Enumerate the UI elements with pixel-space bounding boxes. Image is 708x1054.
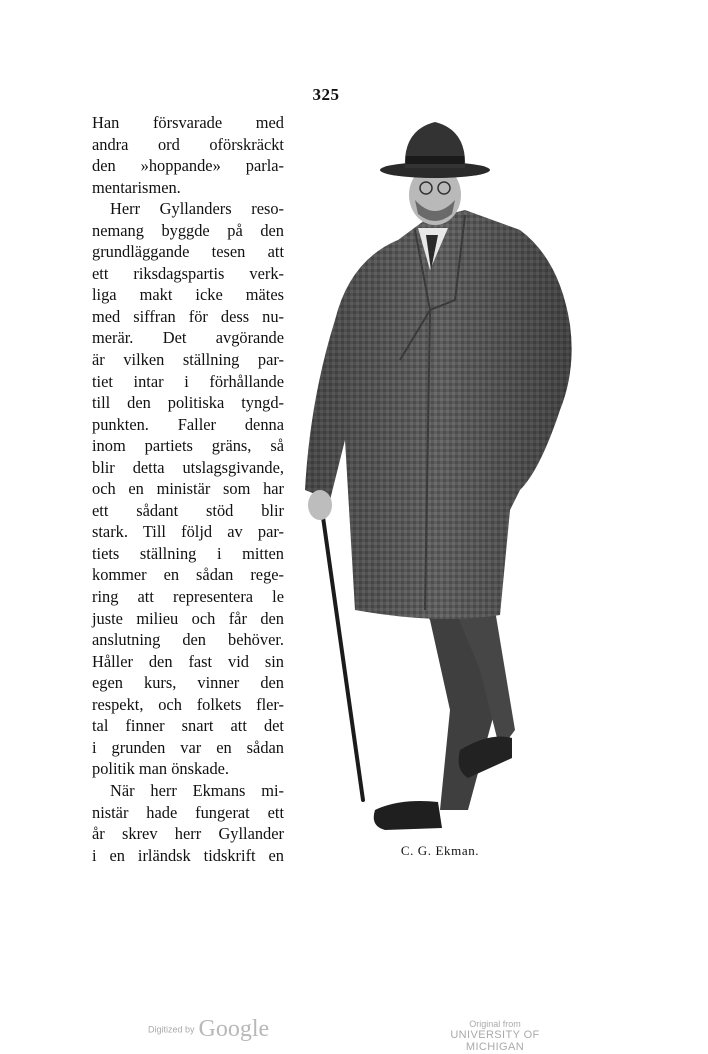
text-line: kommer en sådan rege- bbox=[92, 565, 284, 585]
digitized-by-google bbox=[148, 1016, 269, 1043]
text-line: år skrev herr Gyllander bbox=[92, 824, 284, 844]
text-line: liga makt icke mätes bbox=[92, 285, 284, 305]
university-label: UNIVERSITY OF MICHIGAN bbox=[450, 1029, 540, 1053]
text-line: stark. Till följd av par- bbox=[92, 522, 284, 542]
text-line: Håller den fast vid sin bbox=[92, 651, 284, 671]
text-line: nemang byggde på den bbox=[92, 220, 284, 240]
text-line: politik man önskade. bbox=[92, 759, 230, 779]
body-text-column bbox=[92, 112, 284, 866]
text-line: Herr Gyllanders reso- bbox=[110, 199, 284, 219]
text-line: den »hoppande» parla- bbox=[92, 156, 284, 176]
text-line: till den politiska tyngd- bbox=[92, 393, 284, 413]
text-line: När herr Ekmans mi- bbox=[110, 780, 284, 800]
text-line: nistär hade fungerat ett bbox=[92, 802, 284, 822]
text-line: punkten. Faller denna bbox=[92, 414, 284, 434]
page-number: 325 bbox=[312, 85, 340, 104]
text-line: blir detta utslagsgivande, bbox=[92, 457, 284, 477]
text-line: egen kurs, vinner den bbox=[92, 673, 284, 693]
text-line: i en irländsk tidskrift en bbox=[92, 845, 284, 865]
text-line: tal finner snart att det bbox=[92, 716, 284, 736]
text-line: grundläggande tesen att bbox=[92, 242, 284, 262]
text-line: merär. Det avgörande bbox=[92, 328, 284, 348]
text-line: mentarismen. bbox=[92, 177, 181, 197]
text-line: Han försvarade med bbox=[92, 113, 284, 132]
digitized-by-label: Digitized by bbox=[148, 1024, 195, 1035]
text-line: respekt, och folkets fler- bbox=[92, 694, 284, 714]
text-line: ett riksdagspartis verk- bbox=[92, 263, 284, 283]
photo-caption: C. G. Ekman. bbox=[400, 843, 480, 858]
text-line: tiets ställning i mitten bbox=[92, 543, 284, 563]
text-line: är vilken ställning par- bbox=[92, 350, 284, 370]
text-line: ett sådant stöd blir bbox=[92, 500, 284, 520]
google-logo: Google bbox=[198, 1016, 270, 1042]
text-line: anslutning den behöver. bbox=[92, 630, 284, 650]
text-line: inom partiets gräns, så bbox=[92, 436, 284, 456]
portrait-photo bbox=[290, 110, 590, 845]
text-line: juste milieu och får den bbox=[92, 608, 284, 628]
text-line: i grunden var en sådan bbox=[92, 737, 284, 757]
text-line: tiet intar i förhållande bbox=[92, 371, 284, 391]
text-line: med siffran för dess nu- bbox=[92, 306, 284, 326]
original-from-note bbox=[425, 1019, 565, 1053]
text-line: ring att representera le bbox=[92, 587, 284, 607]
original-from-label: Original from bbox=[469, 1019, 521, 1029]
text-line: och en ministär som har bbox=[92, 479, 284, 499]
text-line: andra ord oförskräckt bbox=[92, 134, 284, 154]
